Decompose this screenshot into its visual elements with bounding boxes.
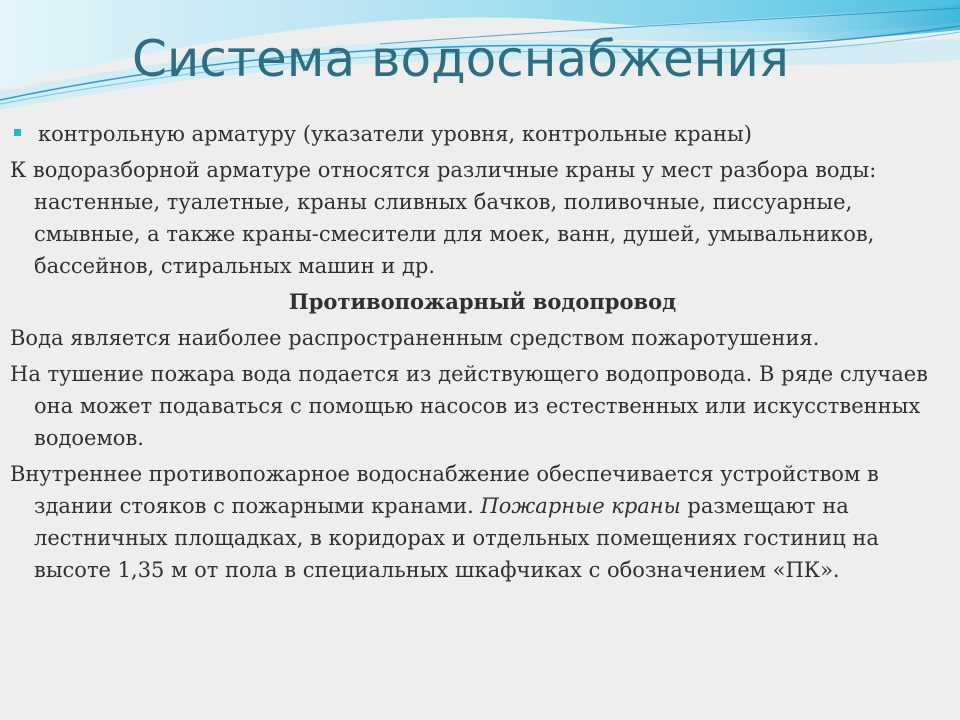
fire-hydrants-term: Пожарные краны	[480, 494, 681, 518]
paragraph-internal-supply-start: Внутреннее противопожарное водоснабжение обеспечивается устройством в здании стояков с пожарными кранами.	[10, 462, 879, 518]
section-heading: Противопожарный водопровод	[288, 289, 677, 314]
paragraph-internal-supply	[10, 458, 955, 586]
paragraph-water-supply: На тушение пожара вода подается из действующего водопровода. В ряде случаев она может подаваться с помощью насосов из естественных или искусственных водоемов.	[10, 362, 928, 450]
paragraph-fittings: К водоразборной арматуре относятся различные краны у мест разбора воды: настенные, туалетные, краны сливных бачков, поливочные, писсуарные, смывные, а также краны-смесители для моек, ванн, душей, умывальников, бассейнов, стиральных машин и др.	[10, 158, 877, 278]
square-bullet-icon	[14, 129, 21, 136]
slide-title: Система водоснабжения	[132, 30, 789, 88]
paragraph-water-means: Вода является наиболее распространенным средством пожаротушения.	[10, 326, 820, 350]
bullet-item	[10, 118, 955, 150]
bullet-item-text: контрольную арматуру (указатели уровня, контрольные краны)	[38, 122, 752, 146]
paragraph-internal-supply-end: размещают на лестничных площадках, в коридорах и отдельных помещениях гостиниц на высоте 1,35 м от пола в специальных шкафчиках с обозначением «ПК».	[34, 494, 879, 582]
slide-body	[10, 118, 955, 590]
